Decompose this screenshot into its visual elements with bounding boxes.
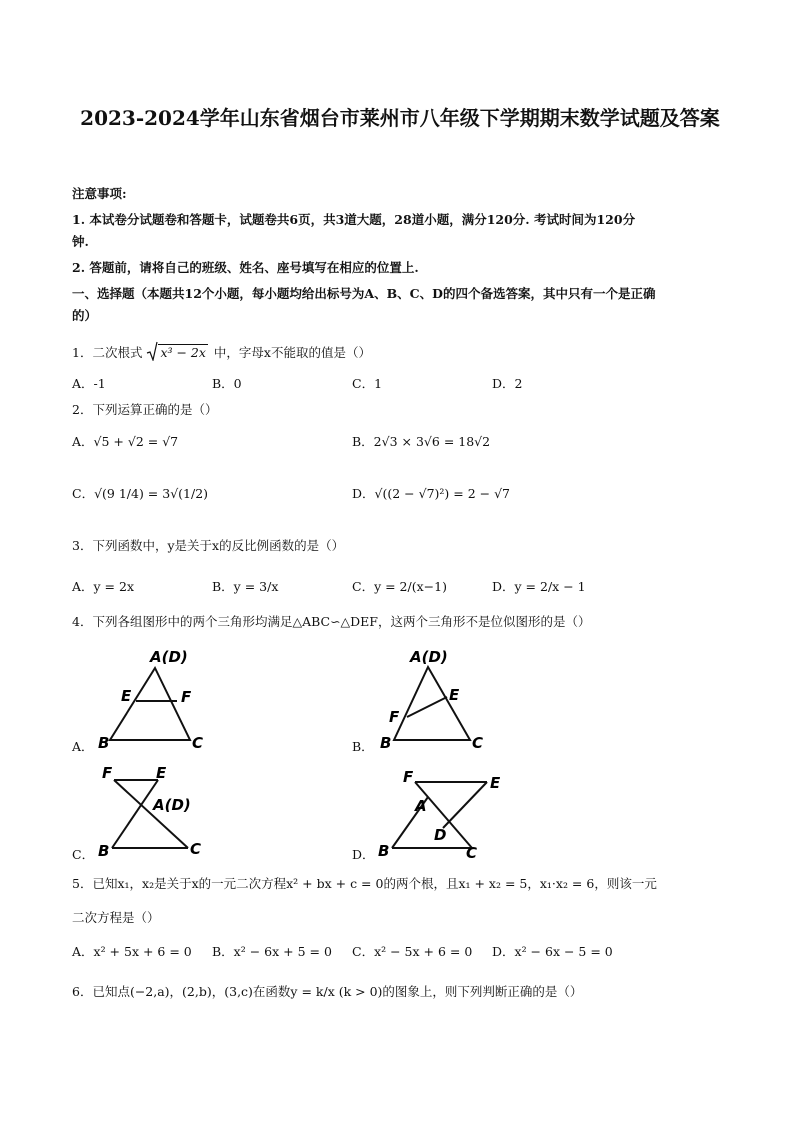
question-1-radicand: x³ − 2x <box>160 345 206 360</box>
question-3: 3．下列函数中，y是关于x的反比例函数的是（） <box>72 538 345 553</box>
q1-option-d[interactable]: D．2 <box>492 376 523 391</box>
q4-figure-b <box>370 640 500 755</box>
label-ad: A(D) <box>150 648 188 666</box>
segment-ed <box>443 782 487 828</box>
q1-option-c[interactable]: C．1 <box>352 376 383 391</box>
label-b: B <box>378 842 390 860</box>
q5-option-b[interactable]: B．x² − 6x + 5 = 0 <box>212 944 332 959</box>
label-ad: A(D) <box>410 648 448 666</box>
question-1-radical <box>148 343 207 363</box>
label-f: F <box>181 688 192 706</box>
label-f: F <box>389 708 400 726</box>
label-e: E <box>156 764 167 782</box>
label-ad: A(D) <box>153 796 191 814</box>
document-title: 2023-2024学年山东省烟台市莱州市八年级下学期期末数学试题及答案 <box>80 106 720 130</box>
label-b: B <box>98 842 110 860</box>
q1-option-a[interactable]: A．-1 <box>72 376 106 391</box>
label-c: C <box>192 734 204 752</box>
notes-item-2: 2. 答题前，请将自己的班级、姓名、座号填写在相应的位置上. <box>72 260 419 275</box>
q4-option-b[interactable]: B． <box>352 739 374 754</box>
label-f: F <box>403 768 414 786</box>
q2-option-d[interactable]: D．√((2 − √7)²) = 2 − √7 <box>352 486 511 501</box>
q2-option-c[interactable]: C．√(9 1/4) = 3√(1/2) <box>72 486 209 501</box>
label-c: C <box>472 734 484 752</box>
label-f: F <box>102 764 113 782</box>
q3-option-b[interactable]: B．y = 3/x <box>212 579 279 594</box>
q5-option-a[interactable]: A．x² + 5x + 6 = 0 <box>72 944 192 959</box>
q3-option-c[interactable]: C．y = 2/(x−1) <box>352 579 447 594</box>
radical-sign-icon <box>146 341 158 361</box>
q1-option-b[interactable]: B．0 <box>212 376 242 391</box>
notes-heading: 注意事项: <box>72 186 127 201</box>
question-6: 6．已知点(−2,a)，(2,b)，(3,c)在函数y = k/x (k > 0)的图象上，则下列判断正确的是（） <box>72 984 583 999</box>
q3-option-a[interactable]: A．y = 2x <box>72 579 135 594</box>
question-4: 4．下列各组图形中的两个三角形均满足△ABC∽△DEF，这两个三角形不是位似图形的是（） <box>72 614 591 629</box>
notes-item-1: 1. 本试卷分试题卷和答题卡，试题卷共6页，共3道大题，28道小题，满分120分. 考试时间为120分 <box>72 212 636 227</box>
question-1 <box>72 343 371 363</box>
label-e: E <box>449 686 460 704</box>
question-1-suffix: 中，字母x不能取的值是（） <box>213 345 371 360</box>
section-1-heading: 一、选择题（本题共12个小题，每小题均给出标号为A、B、C、D的四个备选答案，其中只有一个是正确 <box>72 286 656 301</box>
q5-option-d[interactable]: D．x² − 6x − 5 = 0 <box>492 944 613 959</box>
q4-figure-c <box>90 760 220 860</box>
label-a: A <box>415 797 427 815</box>
section-1-heading-cont: 的） <box>72 308 98 323</box>
q4-option-d[interactable]: D． <box>352 847 375 862</box>
label-c: C <box>190 840 202 858</box>
q5-option-c[interactable]: C．x² − 5x + 6 = 0 <box>352 944 473 959</box>
label-c: C <box>466 844 478 860</box>
question-5-cont: 二次方程是（） <box>72 910 160 925</box>
label-b: B <box>98 734 110 752</box>
q4-option-c[interactable]: C． <box>72 847 95 862</box>
question-1-prefix: 1．二次根式 <box>72 345 143 360</box>
question-2: 2．下列运算正确的是（） <box>72 402 218 417</box>
q4-figure-a <box>90 640 220 755</box>
q2-option-a[interactable]: A．√5 + √2 = √7 <box>72 434 179 449</box>
q2-option-b[interactable]: B．2√3 × 3√6 = 18√2 <box>352 434 491 449</box>
label-d: D <box>434 826 447 844</box>
label-e: E <box>490 774 501 792</box>
q4-option-a[interactable]: A． <box>72 739 94 754</box>
q3-option-d[interactable]: D．y = 2/x − 1 <box>492 579 586 594</box>
label-b: B <box>380 734 392 752</box>
label-e: E <box>121 687 132 705</box>
notes-item-1-cont: 钟. <box>72 234 89 249</box>
question-5: 5．已知x₁，x₂是关于x的一元二次方程x² + bx + c = 0的两个根，且x₁ + x₂ = 5，x₁·x₂ = 6，则该一元 <box>72 876 657 891</box>
q4-figure-d <box>370 760 520 860</box>
